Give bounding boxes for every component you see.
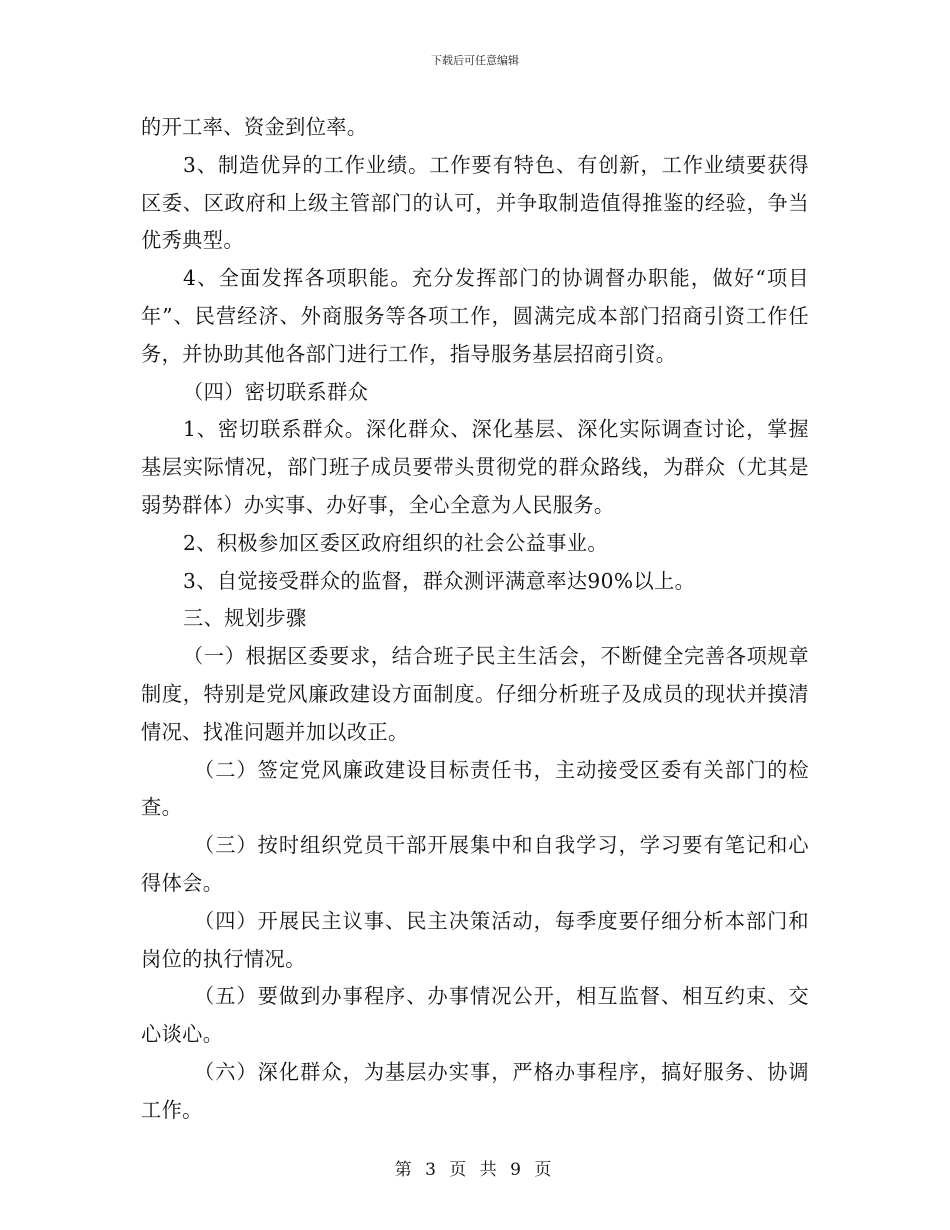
page-header: 下载后可任意编辑	[431, 54, 519, 67]
paragraph-item-3b: 3、自觉接受群众的监督，群众测评满意率达90%以上。	[183, 568, 696, 593]
step-paragraph-6: （六）深化群众，为基层办实事，严格办事程序，搞好服务、协调工作。	[141, 1059, 809, 1122]
paragraph-item-4: 4、全面发挥各项职能。充分发挥部门的协调督办职能，做好“项目年”、民营经济、外商服务等各项工作，圆满完成本部门招商引资工作任务，并协助其他各部门进行工作，指导服务基层招商引资。	[141, 266, 809, 366]
section-heading-3: 三、规划步骤	[183, 606, 307, 631]
paragraph-item-1: 1、密切联系群众。深化群众、深化基层、深化实际调查讨论，掌握基层实际情况，部门班子成员要带头贯彻党的群众路线，为群众（尤其是弱势群体）办实事、办好事，全心全意为人民服务。	[141, 417, 809, 517]
paragraph-item-2: 2、积极参加区委区政府组织的社会公益事业。	[183, 530, 608, 555]
step-paragraph-2: （二）签定党风廉政建设目标责任书，主动接受区委有关部门的检查。	[141, 757, 809, 820]
step-paragraph-5: （五）要做到办事程序、办事情况公开，相互监督、相互约束、交心谈心。	[141, 984, 809, 1047]
document-body	[141, 109, 809, 1130]
page-number: 第 3 页 共 9 页	[394, 1160, 556, 1180]
step-paragraph-3: （三）按时组织党员干部开展集中和自我学习，学习要有笔记和心得体会。	[141, 833, 809, 895]
step-paragraph-1: （一）根据区委要求，结合班子民主生活会，不断健全完善各项规章制度，特别是党风廉政建设方面制度。仔细分析班子及成员的现状并摸清情况、找准问题并加以改正。	[141, 644, 809, 744]
paragraph-continuation: 的开工率、资金到位率。	[141, 115, 368, 139]
section-heading-4: （四）密切联系群众	[183, 379, 369, 404]
step-paragraph-4: （四）开展民主议事、民主决策活动，每季度要仔细分析本部门和岗位的执行情况。	[141, 908, 809, 971]
paragraph-item-3: 3、制造优异的工作业绩。工作要有特色、有创新，工作业绩要获得区委、区政府和上级主管部门的认可，并争取制造值得推鉴的经验，争当优秀典型。	[141, 152, 809, 253]
